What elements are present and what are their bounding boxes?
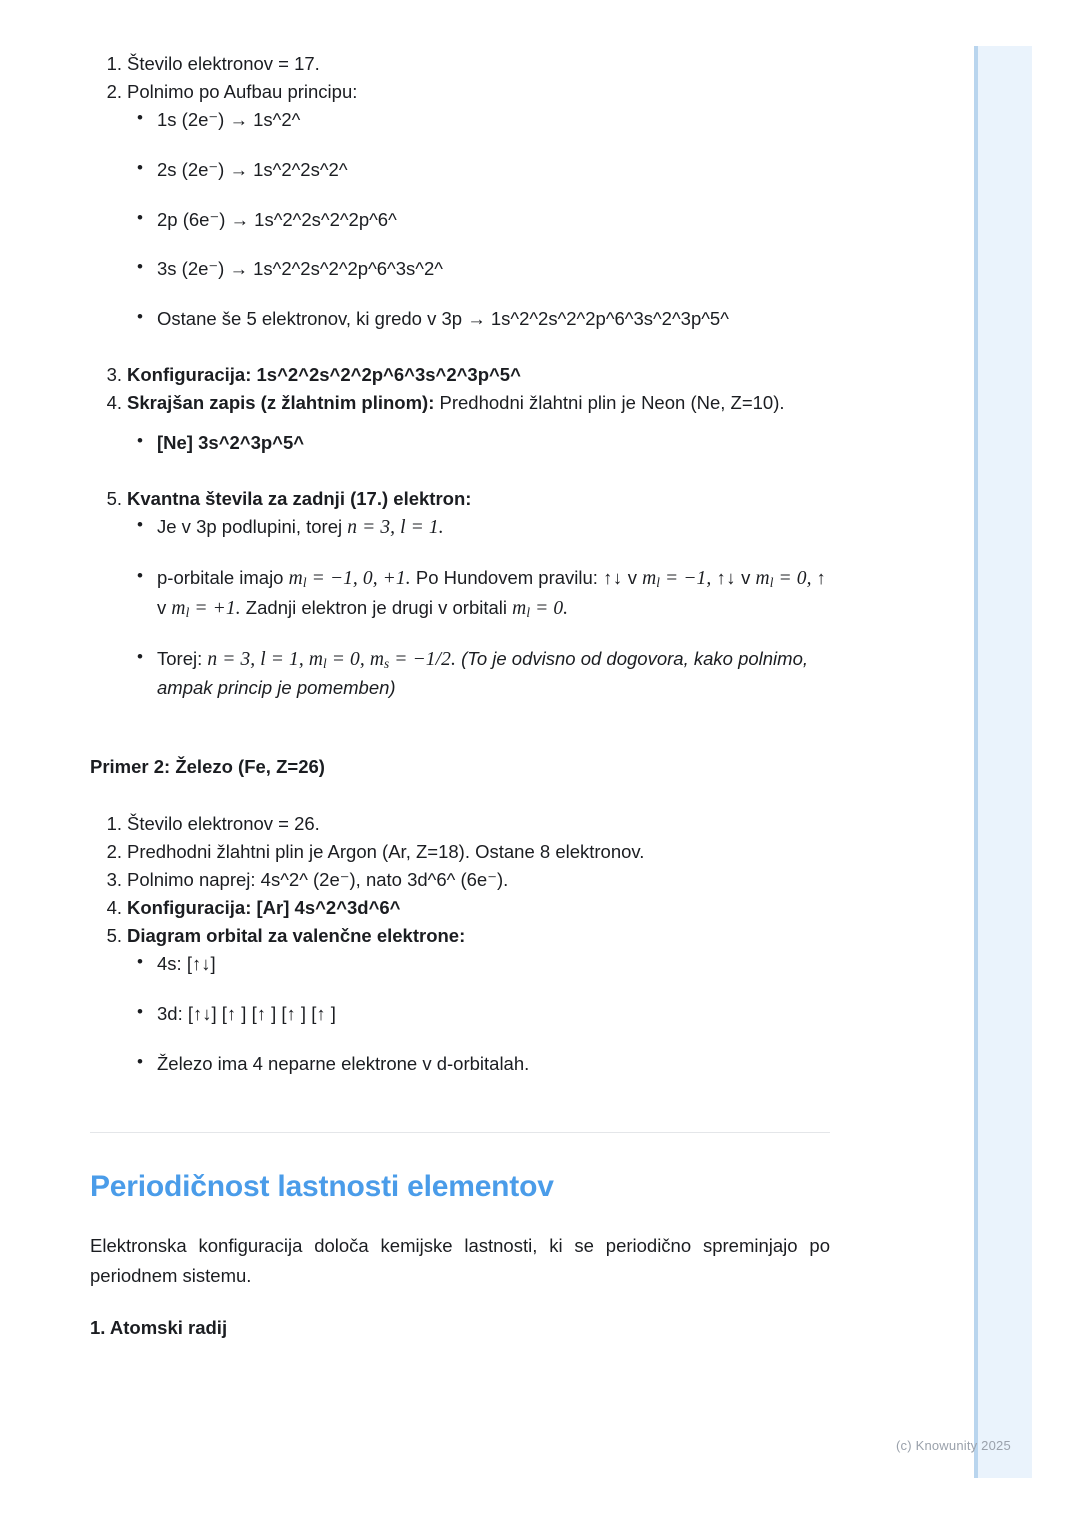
list-marker: 1. bbox=[106, 53, 122, 74]
bullet-text: Železo ima 4 neparne elektrone v d-orbitalah. bbox=[157, 1052, 530, 1074]
shorthand-label: Skrajšan zapis (z žlahtnim plinom): bbox=[127, 392, 435, 414]
list-item-text: Polnimo naprej: 4s^2^ (2e⁻), nato 3d^6^ (6e⁻). bbox=[127, 869, 509, 891]
math-l-value: = 1. bbox=[405, 517, 444, 539]
math-ml bbox=[512, 598, 530, 619]
connector-v: v bbox=[157, 596, 172, 618]
list-item bbox=[90, 866, 830, 894]
arrow-pair-icon: ↑↓ bbox=[716, 567, 737, 589]
math-ml-value-2: = 0, bbox=[773, 568, 817, 590]
math-m-letter: m bbox=[288, 568, 303, 590]
atomic-radius-subheading: 1. Atomski radij bbox=[90, 1316, 228, 1338]
math-m-subscript: s bbox=[384, 655, 390, 671]
periodicity-paragraph: Elektronska konfiguracija določa kemijske lastnosti, ki se periodično spreminjajo po periodnem sistemu. bbox=[90, 1234, 830, 1286]
configuration-label: Konfiguracija: [Ar] 4s^2^3d^6^ bbox=[127, 897, 401, 919]
bullet-text: 2p (6e⁻) → 1s^2^2s^2^2p^6^ bbox=[157, 208, 397, 230]
list-marker: 1. bbox=[106, 812, 122, 834]
math-m-subscript: l bbox=[323, 655, 327, 671]
bullet-text: 3d: [↑↓] [↑ ] [↑ ] [↑ ] [↑ ] bbox=[157, 1003, 336, 1025]
example2-heading: Primer 2: Železo (Fe, Z=26) bbox=[90, 755, 325, 777]
bullet-text-prefix: Je v 3p podlupini, torej bbox=[157, 516, 348, 538]
math-ml bbox=[289, 568, 307, 589]
bullet-text: 1s (2e⁻) → 1s^2^ bbox=[157, 109, 301, 131]
math-ms-value: = −1/2. bbox=[389, 648, 456, 670]
math-m-subscript: l bbox=[185, 604, 190, 620]
list-marker: 5. bbox=[106, 487, 122, 509]
list-item bbox=[90, 894, 830, 922]
list-marker: 3. bbox=[106, 363, 122, 385]
list-item-text bbox=[127, 389, 830, 417]
list-item bbox=[90, 50, 830, 78]
list-marker: 3. bbox=[106, 869, 122, 891]
list-marker: 2. bbox=[106, 840, 122, 862]
list-item bbox=[127, 106, 830, 134]
list-item bbox=[127, 1050, 830, 1078]
shorthand-text: Predhodni žlahtni plin je Neon (Ne, Z=10). bbox=[434, 392, 785, 414]
quantum-bullet-list bbox=[127, 513, 830, 702]
math-ml-values: = −1, 0, +1. bbox=[306, 568, 411, 590]
aufbau-bullet-list bbox=[127, 106, 830, 333]
bullet-text-prefix: Torej: bbox=[157, 647, 208, 669]
copyright-watermark: (c) Knowunity 2025 bbox=[896, 1438, 1011, 1453]
bullet-text: 2s (2e⁻) → 1s^2^2s^2^ bbox=[157, 158, 348, 180]
list-marker: 2. bbox=[106, 81, 122, 103]
list-item bbox=[90, 389, 830, 457]
math-m-subscript: l bbox=[656, 575, 661, 591]
math-ml bbox=[171, 598, 189, 619]
convention-note: (To je odvisno od dogovora, kako polnimo, ampak princip je pomemben) bbox=[157, 647, 808, 699]
bullet-text: 3s (2e⁻) → 1s^2^2s^2^2p^6^3s^2^ bbox=[157, 258, 443, 280]
list-item bbox=[90, 922, 830, 1077]
math-ml bbox=[756, 568, 774, 589]
example1-step-list bbox=[90, 50, 830, 702]
math-n-value: = 3, bbox=[217, 648, 261, 670]
list-item-text: Polnimo po Aufbau principu: bbox=[127, 81, 358, 103]
list-item bbox=[127, 305, 830, 333]
list-item bbox=[127, 513, 830, 542]
list-item bbox=[127, 429, 830, 457]
orbital-bullet-list bbox=[127, 950, 830, 1077]
math-l: l bbox=[400, 517, 406, 539]
list-item-text: Število elektronov = 26. bbox=[127, 812, 320, 834]
math-m-letter: m bbox=[755, 568, 770, 590]
spacer bbox=[90, 1133, 830, 1170]
list-item bbox=[90, 810, 830, 838]
math-l: l bbox=[260, 648, 266, 670]
math-n-value: = 3, bbox=[357, 517, 401, 539]
math-m-subscript: l bbox=[302, 575, 307, 591]
spacer bbox=[90, 778, 830, 810]
math-ms bbox=[370, 649, 389, 670]
hund-rule-text: Po Hundovem pravilu: bbox=[410, 567, 604, 589]
list-marker: 5. bbox=[106, 925, 122, 947]
list-item bbox=[127, 950, 830, 978]
math-m-letter: m bbox=[642, 568, 657, 590]
list-item bbox=[90, 361, 830, 389]
math-m-letter: m bbox=[369, 648, 384, 670]
bullet-text: 4s: [↑↓] bbox=[157, 953, 216, 975]
bullet-text: [Ne] 3s^2^3p^5^ bbox=[157, 432, 305, 454]
list-item bbox=[90, 78, 830, 333]
spacer bbox=[90, 1291, 830, 1317]
spacer bbox=[90, 702, 830, 756]
math-m-letter: m bbox=[171, 597, 186, 619]
math-n: n bbox=[207, 648, 218, 670]
list-item bbox=[127, 156, 830, 184]
math-n: n bbox=[347, 517, 358, 539]
math-m-subscript: l bbox=[769, 575, 774, 591]
math-ml-value-3: = +1. bbox=[189, 597, 241, 619]
math-ml bbox=[642, 568, 660, 589]
configuration-label: Konfiguracija: 1s^2^2s^2^2p^6^3s^2^3p^5^ bbox=[127, 363, 521, 385]
list-item bbox=[127, 645, 830, 702]
list-item bbox=[127, 206, 830, 234]
connector-v: v bbox=[736, 567, 756, 589]
list-item bbox=[90, 838, 830, 866]
arrow-up-icon: ↑ bbox=[816, 567, 827, 589]
connector-v: v bbox=[622, 567, 643, 589]
list-item bbox=[127, 564, 830, 623]
example2-step-list bbox=[90, 810, 830, 1078]
list-item bbox=[127, 1000, 830, 1028]
list-item-text: Število elektronov = 17. bbox=[127, 53, 320, 74]
math-ml bbox=[309, 649, 327, 670]
spacer bbox=[90, 1078, 830, 1132]
math-l-value: = 1, bbox=[265, 648, 309, 670]
arrow-pair-icon: ↑↓ bbox=[603, 567, 623, 589]
list-marker: 4. bbox=[106, 897, 122, 919]
bullet-text: Ostane še 5 elektronov, ki gredo v 3p → 1s^2^2s^2^2p^6^3s^2^3p^5^ bbox=[157, 308, 729, 330]
spacer bbox=[90, 1204, 830, 1231]
list-marker: 4. bbox=[106, 392, 122, 414]
math-ml-value-final: = 0. bbox=[530, 597, 569, 619]
math-m-letter: m bbox=[512, 597, 527, 619]
math-m-subscript: l bbox=[526, 604, 531, 620]
list-item bbox=[127, 255, 830, 283]
bullet-text-prefix: p-orbitale imajo bbox=[157, 567, 289, 589]
periodicity-heading: Periodičnost lastnosti elementov bbox=[90, 1169, 554, 1203]
quantum-numbers-label: Kvantna števila za zadnji (17.) elektron: bbox=[127, 487, 472, 509]
list-item-text: Predhodni žlahtni plin je Argon (Ar, Z=18). Ostane 8 elektronov. bbox=[127, 840, 645, 862]
last-electron-text: Zadnji elektron je drugi v orbitali bbox=[240, 596, 513, 618]
math-m-letter: m bbox=[308, 648, 323, 670]
orbital-diagram-label: Diagram orbital za valenčne elektrone: bbox=[127, 925, 466, 947]
math-ml-value: = 0, bbox=[326, 648, 370, 670]
math-ml-value-1: = −1, bbox=[660, 568, 712, 590]
document-content bbox=[90, 50, 830, 1339]
noble-gas-bullet-list bbox=[127, 429, 830, 457]
list-item bbox=[90, 485, 830, 702]
